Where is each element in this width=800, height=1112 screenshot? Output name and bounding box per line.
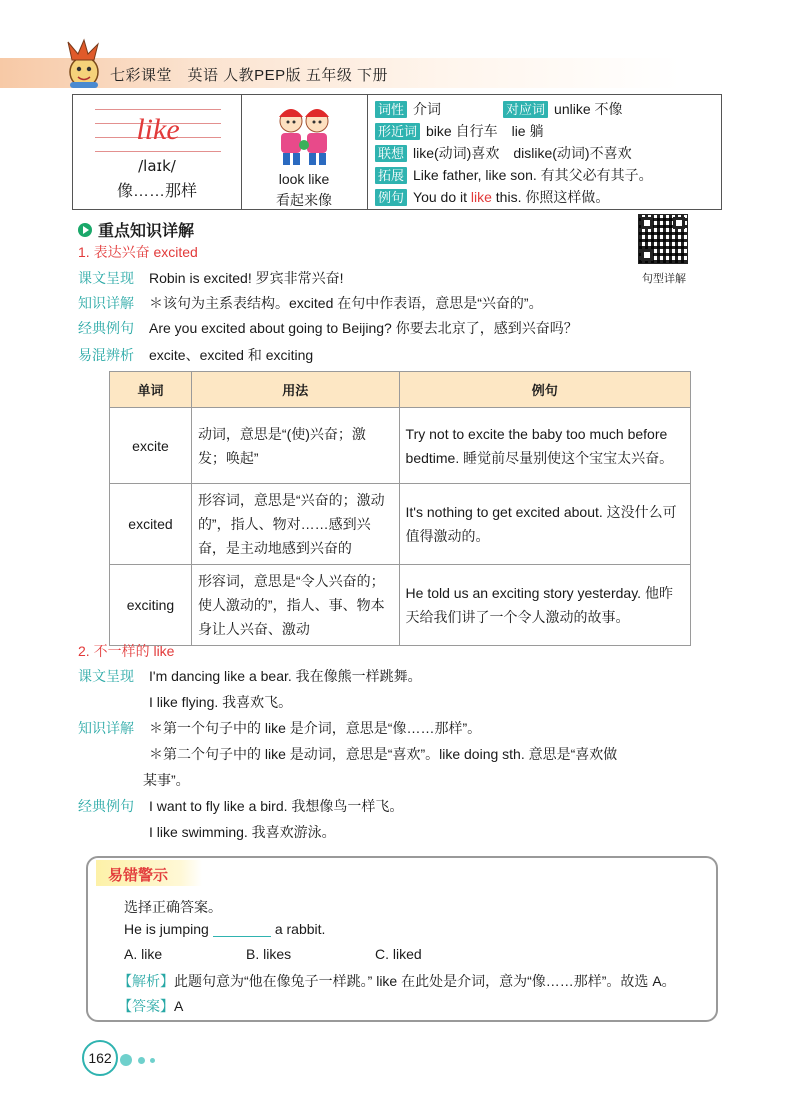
- table-header-row: [110, 372, 691, 408]
- picture-caption-cn: 看起来像: [276, 192, 332, 208]
- label-text: 课文呈现: [78, 270, 134, 286]
- table-row: [110, 484, 691, 565]
- option-b[interactable]: B. likes: [246, 946, 292, 962]
- qr-caption: 句型详解: [642, 273, 686, 285]
- answer-text: A: [174, 998, 184, 1014]
- warning-analysis: [118, 971, 676, 991]
- tag: 例句: [375, 189, 407, 206]
- two-kids-icon: [271, 101, 337, 167]
- info-text: like(动词)喜欢 dislike(动词)不喜欢: [413, 145, 632, 161]
- point2-text-line: I like flying. 我喜欢飞。: [149, 694, 293, 710]
- warning-title: 易错警示: [108, 867, 169, 884]
- info-row-example: [375, 187, 609, 207]
- table-header: 单词: [110, 372, 192, 408]
- table-cell-word: excited: [110, 484, 192, 565]
- picture-cell: [241, 95, 368, 209]
- info-row-extend: [375, 165, 653, 185]
- table-row: [110, 408, 691, 484]
- question-text: He is jumping: [124, 921, 209, 937]
- picture-caption-en: look like: [278, 171, 330, 187]
- point1-confusion: excite、excited 和 exciting: [149, 347, 314, 363]
- option-c[interactable]: C. liked: [375, 946, 422, 962]
- warning-answer: [118, 996, 183, 1016]
- info-text: Like father, like son. 有其父必有其子。: [413, 167, 653, 183]
- label-confusion: 易混辨析: [78, 347, 134, 363]
- highlight-word: like: [470, 189, 492, 205]
- info-row-pos: [375, 99, 623, 119]
- info-cell: [369, 95, 721, 209]
- point2-detail-line: 某事”。: [143, 772, 190, 788]
- question-text: a rabbit.: [274, 921, 326, 937]
- table-cell-usage: 动词，意思是“(使)兴奋；激发；唤起”: [191, 408, 399, 484]
- vocab-meaning: 像……那样: [116, 183, 197, 200]
- table-header: 用法: [191, 372, 399, 408]
- qr-corner: [673, 217, 685, 229]
- point1-text: Robin is excited! 罗宾非常兴奋!: [149, 270, 344, 286]
- qr-corner: [641, 249, 653, 261]
- table-cell-usage: 形容词，意思是“兴奋的；激动的”，指人、物对……感到兴奋，是主动地感到兴奋的: [191, 484, 399, 565]
- info-text: You do it: [413, 189, 471, 205]
- table-header: 例句: [399, 372, 690, 408]
- qr-code[interactable]: [638, 214, 688, 264]
- warning-instruction: 选择正确答案。: [124, 899, 222, 915]
- answer-label: 【答案】: [118, 998, 174, 1014]
- mascot-icon: [62, 38, 106, 90]
- point1-example: Are you excited about going to Beijing? 你要去北京了，感到兴奋吗？: [149, 320, 578, 336]
- label-detail: 知识详解: [78, 720, 134, 736]
- label-example: 经典例句: [78, 798, 134, 814]
- tag: 对应词: [503, 101, 548, 118]
- table-cell-word: excite: [110, 408, 192, 484]
- play-icon: [78, 223, 92, 237]
- point2-example-line: I want to fly like a bird. 我想像鸟一样飞。: [149, 798, 404, 814]
- section-title: [78, 218, 194, 241]
- decor-dot: [138, 1057, 145, 1064]
- table-cell-example: Try not to excite the baby too much before bedtime. 睡觉前尽量别使这个宝宝太兴奋。: [399, 408, 690, 484]
- guide-line: [95, 109, 221, 110]
- analysis-text: 此题句意为“他在像兔子一样跳。” like 在此处是介词，意为“像……那样”。故选 A。: [174, 973, 676, 989]
- label-example: 经典例句: [78, 320, 134, 336]
- info-text: this. 你照这样做。: [491, 189, 610, 205]
- point1-title: 1. 表达兴奋 excited: [78, 244, 198, 260]
- info-row-assoc: [375, 143, 632, 163]
- point2-example-line: I like swimming. 我喜欢游泳。: [149, 824, 336, 840]
- vocab-phonetic: /laɪk/: [138, 157, 176, 175]
- point2-title: 2. 不一样的 like: [78, 643, 175, 659]
- point2-text-line: I'm dancing like a bear. 我在像熊一样跳舞。: [149, 668, 422, 684]
- tag: 形近词: [375, 123, 420, 140]
- qr-corner: [641, 217, 653, 229]
- guide-line: [95, 151, 221, 152]
- comparison-table: [109, 371, 691, 646]
- label-detail: 知识详解: [78, 295, 134, 311]
- tag: 词性: [375, 101, 407, 118]
- info-text: 介词: [413, 101, 442, 117]
- table-cell-word: exciting: [110, 565, 192, 646]
- table-cell-usage: 形容词，意思是“令人兴奋的；使人激动的”，指人、事、物本身让人兴奋、激动: [191, 565, 399, 646]
- label-text: 课文呈现: [78, 668, 134, 684]
- analysis-label: 【解析】: [118, 973, 174, 989]
- answer-blank[interactable]: [213, 922, 271, 937]
- info-text: bike 自行车 lie 躺: [426, 123, 544, 139]
- tag: 拓展: [375, 167, 407, 184]
- vocab-word: like: [136, 113, 180, 146]
- word-cell: [73, 95, 242, 209]
- page-number: 162: [82, 1040, 118, 1076]
- info-text: unlike 不像: [554, 101, 623, 117]
- point2-detail-line: ＊第一个句子中的 like 是介词，意思是“像……那样”。: [149, 720, 482, 736]
- info-row-similar: [375, 121, 543, 141]
- table-cell-example: He told us an exciting story yesterday. 他昨天给我们讲了一个令人激动的故事。: [399, 565, 690, 646]
- warning-question: [124, 921, 325, 937]
- tag: 联想: [375, 145, 407, 162]
- vocab-card: [72, 94, 722, 210]
- table-row: [110, 565, 691, 646]
- point2-detail-line: ＊第二个句子中的 like 是动词，意思是“喜欢”。like doing sth. 意思是“喜欢做: [149, 746, 618, 762]
- decor-dot: [120, 1054, 132, 1066]
- section-title-text: 重点知识详解: [98, 223, 195, 240]
- table-cell-example: It's nothing to get excited about. 这没什么可值得激动的。: [399, 484, 690, 565]
- header-title: 七彩课堂 英语 人教PEP版 五年级 下册: [110, 67, 389, 84]
- decor-dot: [150, 1058, 155, 1063]
- option-a[interactable]: A. like: [124, 946, 163, 962]
- point1-detail: ＊该句为主系表结构。excited 在句中作表语，意思是“兴奋的”。: [149, 295, 543, 311]
